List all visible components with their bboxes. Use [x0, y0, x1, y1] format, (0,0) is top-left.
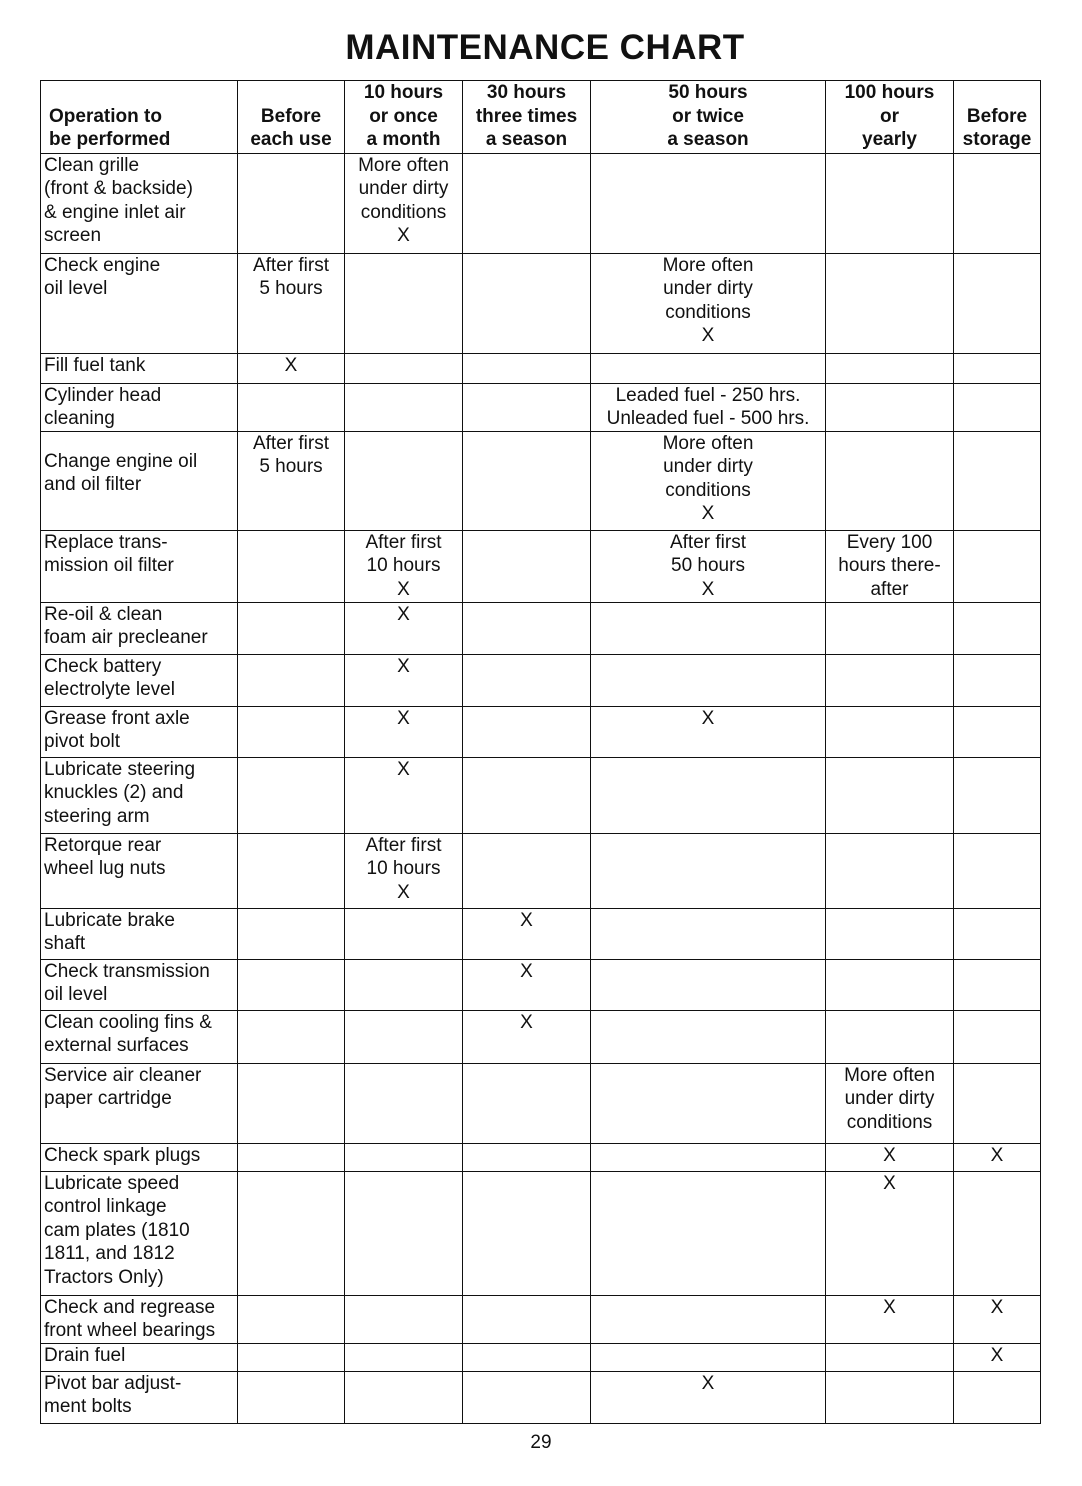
interval-cell	[826, 1295, 954, 1343]
cell-line: Check engine	[44, 254, 161, 276]
cell-line: 10 hours	[366, 555, 441, 576]
interval-cell	[954, 602, 1041, 654]
interval-cell	[591, 1063, 826, 1143]
cell-line: a season	[485, 129, 568, 150]
interval-cell	[826, 153, 954, 253]
cell-line: Cylinder head	[44, 384, 162, 406]
cell-line: a month	[366, 129, 441, 150]
table-row	[41, 908, 1041, 959]
interval-cell	[954, 1010, 1041, 1063]
interval-cell	[345, 530, 463, 602]
cell-line: under dirty	[663, 456, 753, 477]
cell-line: Check and regrease	[44, 1296, 216, 1318]
interval-cell	[591, 959, 826, 1010]
interval-cell	[591, 383, 826, 431]
operation-cell	[41, 654, 238, 706]
interval-cell	[826, 654, 954, 706]
cell-line: Operation to	[49, 105, 162, 127]
interval-cell	[238, 253, 345, 353]
cell-line: Before	[966, 105, 1028, 127]
interval-cell	[591, 1010, 826, 1063]
interval-cell	[826, 1343, 954, 1371]
interval-cell	[238, 1343, 345, 1371]
cell-line: X	[990, 1344, 1004, 1366]
cell-line: X	[701, 707, 715, 729]
operation-cell	[41, 833, 238, 908]
cell-line: Lubricate steering	[44, 758, 196, 780]
interval-cell	[345, 153, 463, 253]
interval-cell	[826, 908, 954, 959]
cell-line: Replace trans-	[44, 531, 168, 553]
interval-cell	[826, 706, 954, 757]
cell-line: or	[880, 105, 899, 127]
interval-cell	[826, 1143, 954, 1171]
table-row	[41, 1143, 1041, 1171]
interval-cell	[954, 908, 1041, 959]
interval-cell	[238, 757, 345, 833]
cell-line: Clean grille	[44, 154, 140, 176]
column-header	[345, 81, 463, 154]
interval-cell	[345, 602, 463, 654]
interval-cell	[463, 706, 591, 757]
table-row	[41, 353, 1041, 383]
interval-cell	[238, 833, 345, 908]
interval-cell	[345, 1063, 463, 1143]
interval-cell	[238, 706, 345, 757]
interval-cell	[238, 353, 345, 383]
operation-cell	[41, 959, 238, 1010]
table-row	[41, 383, 1041, 431]
cell-line: conditions	[665, 301, 751, 323]
operation-cell	[41, 908, 238, 959]
interval-cell	[238, 654, 345, 706]
table-row	[41, 530, 1041, 602]
cell-line: 30 hours	[486, 82, 567, 103]
interval-cell	[954, 1343, 1041, 1371]
interval-cell	[463, 353, 591, 383]
interval-cell	[591, 833, 826, 908]
cell-line: X	[883, 1296, 896, 1318]
cell-line: X	[990, 1296, 1004, 1318]
cell-line: be performed	[49, 129, 171, 150]
interval-cell	[463, 383, 591, 431]
operation-cell	[41, 1063, 238, 1143]
interval-cell	[591, 1343, 826, 1371]
cell-line: ment bolts	[44, 1396, 132, 1417]
column-header	[826, 81, 954, 154]
interval-cell	[345, 431, 463, 530]
cell-line: foam air precleaner	[44, 627, 208, 648]
cell-line: Check spark plugs	[44, 1144, 201, 1166]
column-header	[954, 81, 1041, 154]
interval-cell	[345, 383, 463, 431]
column-header	[463, 81, 591, 154]
column-header	[238, 81, 345, 154]
interval-cell	[345, 253, 463, 353]
cell-line: X	[883, 1172, 896, 1194]
interval-cell	[238, 383, 345, 431]
cell-line: steering arm	[44, 805, 150, 827]
cell-line: a season	[667, 129, 749, 150]
interval-cell	[826, 530, 954, 602]
cell-line: More often	[662, 254, 754, 276]
operation-cell	[41, 1295, 238, 1343]
cell-line: X	[397, 881, 410, 903]
operation-cell	[41, 383, 238, 431]
cell-line: 10 hours	[366, 858, 441, 879]
operation-cell	[41, 153, 238, 253]
header-row	[41, 81, 1041, 154]
table-row	[41, 1371, 1041, 1423]
interval-cell	[591, 431, 826, 530]
interval-cell	[826, 1171, 954, 1295]
interval-cell	[238, 153, 345, 253]
interval-cell	[463, 959, 591, 1010]
table-row	[41, 706, 1041, 757]
cell-line: front wheel bearings	[44, 1320, 216, 1341]
interval-cell	[954, 1143, 1041, 1171]
interval-cell	[591, 530, 826, 602]
page-number: 29	[530, 1432, 552, 1453]
interval-cell	[591, 253, 826, 353]
interval-cell	[463, 530, 591, 602]
cell-line: X	[701, 578, 715, 600]
cell-line: Lubricate speed	[44, 1172, 180, 1194]
interval-cell	[345, 1010, 463, 1063]
cell-line: X	[520, 1011, 533, 1033]
cell-line: oil level	[44, 984, 108, 1005]
cell-line: 100 hours	[844, 82, 935, 103]
interval-cell	[238, 1295, 345, 1343]
operation-cell	[41, 1143, 238, 1171]
cell-line: X	[520, 960, 533, 982]
interval-cell	[591, 908, 826, 959]
table-row	[41, 654, 1041, 706]
operation-cell	[41, 1371, 238, 1423]
cell-line: or once	[369, 105, 438, 127]
interval-cell	[463, 602, 591, 654]
cell-line: Retorque rear	[44, 834, 162, 856]
table-row	[41, 1063, 1041, 1143]
interval-cell	[591, 1171, 826, 1295]
cell-line: Leaded fuel - 250 hrs.	[615, 384, 801, 406]
cell-line: yearly	[862, 129, 917, 150]
interval-cell	[826, 253, 954, 353]
operation-cell	[41, 1343, 238, 1371]
interval-cell	[345, 833, 463, 908]
column-header	[41, 81, 238, 154]
operation-cell	[41, 353, 238, 383]
cell-line: X	[520, 909, 533, 931]
interval-cell	[463, 1171, 591, 1295]
cell-line: Drain fuel	[44, 1344, 126, 1366]
cell-line: X	[397, 225, 410, 246]
interval-cell	[826, 833, 954, 908]
cell-line: X	[397, 707, 410, 729]
cell-line: Re-oil & clean	[44, 603, 163, 625]
interval-cell	[463, 908, 591, 959]
cell-line: Fill fuel tank	[44, 354, 146, 376]
interval-cell	[463, 1295, 591, 1343]
cell-line: under dirty	[358, 178, 449, 199]
interval-cell	[463, 654, 591, 706]
cell-line: storage	[962, 129, 1032, 150]
interval-cell	[591, 654, 826, 706]
interval-cell	[463, 1063, 591, 1143]
interval-cell	[463, 431, 591, 530]
interval-cell	[591, 1371, 826, 1423]
operation-cell	[41, 602, 238, 654]
interval-cell	[954, 153, 1041, 253]
interval-cell	[954, 383, 1041, 431]
cell-line: More often	[358, 154, 449, 176]
cell-line: & engine inlet air	[44, 201, 186, 223]
operation-cell	[41, 431, 238, 530]
table-row	[41, 253, 1041, 353]
cell-line: X	[701, 503, 715, 524]
cell-line: (front & backside)	[44, 178, 193, 199]
cell-line: Pivot bar adjust-	[44, 1372, 182, 1394]
cell-line: Tractors Only)	[44, 1266, 164, 1288]
interval-cell	[345, 1343, 463, 1371]
interval-cell	[826, 959, 954, 1010]
interval-cell	[954, 1063, 1041, 1143]
cell-line: control linkage	[44, 1196, 167, 1217]
interval-cell	[826, 1371, 954, 1423]
cell-line: 50 hours	[671, 555, 745, 576]
cell-line: after	[870, 578, 909, 600]
cell-line: under dirty	[663, 278, 753, 299]
interval-cell	[954, 706, 1041, 757]
cell-line: shaft	[44, 933, 86, 954]
maintenance-table	[40, 80, 1041, 1424]
interval-cell	[826, 602, 954, 654]
cell-line: conditions	[360, 201, 447, 223]
interval-cell	[463, 757, 591, 833]
cell-line: paper cartridge	[44, 1088, 172, 1109]
cell-line: Grease front axle	[44, 707, 190, 729]
cell-line: After first	[252, 432, 329, 454]
cell-line: knuckles (2) and	[44, 782, 184, 803]
interval-cell	[345, 959, 463, 1010]
interval-cell	[954, 757, 1041, 833]
cell-line: X	[701, 1372, 715, 1394]
table-row	[41, 757, 1041, 833]
cell-line: X	[883, 1144, 896, 1166]
interval-cell	[345, 706, 463, 757]
interval-cell	[826, 353, 954, 383]
interval-cell	[238, 959, 345, 1010]
cell-line: Change engine oil	[44, 450, 198, 472]
interval-cell	[826, 383, 954, 431]
interval-cell	[954, 253, 1041, 353]
table-row	[41, 1343, 1041, 1371]
cell-line: X	[397, 603, 410, 625]
cell-line: wheel lug nuts	[44, 858, 166, 879]
cell-line: conditions	[846, 1111, 933, 1133]
cell-line: 1811, and 1812	[44, 1243, 175, 1264]
cell-line: After first	[669, 531, 746, 553]
cell-line: screen	[44, 225, 102, 246]
interval-cell	[826, 757, 954, 833]
cell-line: cleaning	[44, 408, 115, 429]
operation-cell	[41, 253, 238, 353]
cell-line: three times	[475, 105, 578, 127]
cell-line: Unleaded fuel - 500 hrs.	[606, 408, 810, 429]
table-row	[41, 602, 1041, 654]
interval-cell	[238, 1063, 345, 1143]
cell-line: mission oil filter	[44, 555, 174, 576]
interval-cell	[463, 1143, 591, 1171]
cell-line: X	[397, 578, 410, 600]
table-row	[41, 1010, 1041, 1063]
interval-cell	[591, 1143, 826, 1171]
table-row	[41, 959, 1041, 1010]
cell-line: oil level	[44, 278, 108, 299]
cell-line: hours there-	[838, 555, 941, 576]
table-body	[41, 153, 1041, 1423]
cell-line: Check transmission	[44, 960, 210, 982]
cell-line: After first	[252, 254, 329, 276]
cell-line: X	[397, 758, 410, 780]
cell-line: cam plates (1810	[44, 1219, 190, 1241]
cell-line: 5 hours	[259, 456, 323, 477]
interval-cell	[463, 1371, 591, 1423]
interval-cell	[345, 353, 463, 383]
interval-cell	[463, 253, 591, 353]
interval-cell	[238, 1171, 345, 1295]
cell-line: Before	[260, 105, 322, 127]
cell-line: Service air cleaner	[44, 1064, 202, 1086]
interval-cell	[238, 1371, 345, 1423]
interval-cell	[463, 833, 591, 908]
interval-cell	[954, 353, 1041, 383]
table-row	[41, 431, 1041, 530]
table-row	[41, 153, 1041, 253]
interval-cell	[345, 654, 463, 706]
interval-cell	[826, 1010, 954, 1063]
column-header	[591, 81, 826, 154]
table-row	[41, 833, 1041, 908]
interval-cell	[238, 1143, 345, 1171]
cell-line: Check battery	[44, 655, 162, 677]
interval-cell	[463, 1010, 591, 1063]
cell-line: electrolyte level	[44, 679, 175, 700]
interval-cell	[591, 353, 826, 383]
cell-line: each use	[250, 129, 332, 150]
interval-cell	[591, 1295, 826, 1343]
interval-cell	[954, 530, 1041, 602]
interval-cell	[345, 1371, 463, 1423]
interval-cell	[954, 1295, 1041, 1343]
interval-cell	[591, 153, 826, 253]
interval-cell	[238, 431, 345, 530]
cell-line: external surfaces	[44, 1035, 189, 1056]
interval-cell	[345, 1295, 463, 1343]
interval-cell	[826, 431, 954, 530]
interval-cell	[826, 1063, 954, 1143]
interval-cell	[238, 602, 345, 654]
interval-cell	[954, 654, 1041, 706]
table-row	[41, 1171, 1041, 1295]
interval-cell	[345, 908, 463, 959]
cell-line: After first	[365, 531, 442, 553]
interval-cell	[954, 431, 1041, 530]
cell-line: or twice	[672, 105, 744, 127]
interval-cell	[954, 1171, 1041, 1295]
interval-cell	[238, 530, 345, 602]
interval-cell	[954, 833, 1041, 908]
interval-cell	[238, 1010, 345, 1063]
cell-line: After first	[365, 834, 442, 856]
cell-line: and oil filter	[44, 474, 142, 495]
cell-line: Clean cooling fins &	[44, 1011, 212, 1033]
interval-cell	[591, 706, 826, 757]
cell-line: 50 hours	[668, 82, 748, 103]
interval-cell	[591, 757, 826, 833]
cell-line: X	[397, 655, 410, 677]
interval-cell	[954, 1371, 1041, 1423]
interval-cell	[463, 1343, 591, 1371]
cell-line: X	[990, 1144, 1004, 1166]
interval-cell	[345, 1143, 463, 1171]
cell-line: 10 hours	[363, 82, 444, 103]
interval-cell	[345, 757, 463, 833]
cell-line: More often	[844, 1064, 935, 1086]
interval-cell	[954, 959, 1041, 1010]
cell-line: pivot bolt	[44, 731, 121, 752]
cell-line: Lubricate brake	[44, 909, 175, 931]
table-row	[41, 1295, 1041, 1343]
cell-line: X	[701, 325, 715, 346]
cell-line: 5 hours	[259, 278, 323, 299]
cell-line: More often	[662, 432, 754, 454]
interval-cell	[345, 1171, 463, 1295]
operation-cell	[41, 1171, 238, 1295]
cell-line: Every 100	[846, 531, 933, 553]
interval-cell	[591, 602, 826, 654]
cell-line: under dirty	[844, 1088, 935, 1109]
cell-line: conditions	[665, 479, 751, 501]
cell-line: X	[284, 354, 298, 376]
interval-cell	[238, 908, 345, 959]
operation-cell	[41, 706, 238, 757]
operation-cell	[41, 1010, 238, 1063]
operation-cell	[41, 530, 238, 602]
interval-cell	[463, 153, 591, 253]
operation-cell	[41, 757, 238, 833]
page-title: MAINTENANCE CHART	[345, 28, 745, 67]
